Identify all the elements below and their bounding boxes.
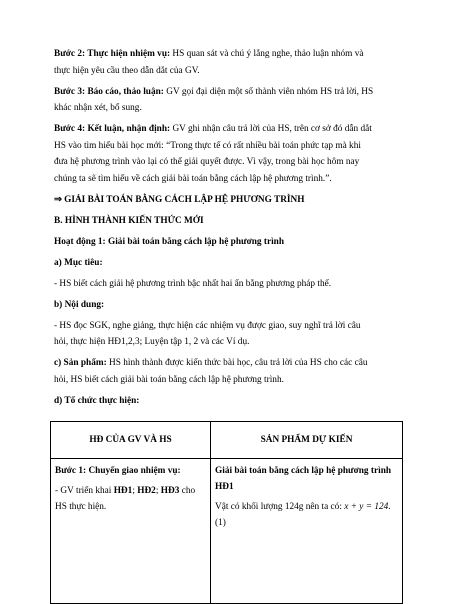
document-body [54,46,402,409]
step2-text: HS quan sát và chú ý lắng nghe, thảo luận nhóm và [170,49,364,59]
step1-text [55,483,206,515]
content-label-text: b) Nội dung: [54,299,105,310]
step1-label-text: Bước 1: Chuyển giao nhiệm vụ: [55,466,181,476]
hd1-ref: HĐ1 [113,486,133,496]
section-b-text: B. HÌNH THÀNH KIẾN THỨC MỚI [54,215,204,226]
step3-text: GV gọi đại diện một số thành viên nhóm HS trả lời, HS [163,86,374,97]
section-b-heading [54,213,402,230]
step2-label: Bước 2: Thực hiện nhiệm vụ: [54,49,171,59]
content-text [54,318,402,351]
arrow-heading-text: ⇒ GIẢI BÀI TOÁN BẰNG CÁCH LẬP HỆ PHƯƠNG TRÌNH [54,194,305,205]
content-text-2: hỏi, thực hiện HĐ1,2,3; Luyện tập 1, 2 và các Ví dụ. [54,337,250,347]
step3-label: Bước 3: Báo cáo, thảo luận: [54,86,164,97]
step4-text: GV ghi nhận câu trả lời của HS, trên cơ sở đó dẫn dắt [170,124,372,134]
organization-label [54,393,402,410]
step4-label: Bước 4: Kết luận, nhận định: [54,124,171,134]
paragraph-step3 [54,84,402,117]
step4-text-3: đưa hệ phương trình vào lại có thể giải quyết được. Vì vậy, trong bài học hôm nay [54,157,360,167]
header-expected-product: SẢN PHẨM DỰ KIẾN [211,422,403,459]
sep1: ; [132,486,138,496]
step4-text-2: HS vào tìm hiểu bài học mới: “Trong thực tế có rất nhiều bài toán phức tạp mà khi [54,140,361,151]
step1-text-2: HS thực hiện. [55,502,107,512]
activity1-text: Hoạt động 1: Giải bài toán bằng cách lập hệ phương trình [54,236,285,247]
hd3-ref: HĐ3 [160,486,180,496]
equation: x + y = 124 [344,502,389,512]
step1-text-post: cho [179,486,196,496]
activity1-heading [54,234,402,251]
activity-table [50,421,403,604]
product-label: c) Sản phẩm: [54,358,107,368]
paragraph-step2 [54,46,402,79]
table-header-row [51,422,403,459]
organization-label-text: d) Tổ chức thực hiện: [54,395,140,406]
product-text-1: HS hình thành được kiến thức bài học, câu trả lời của HS cho các câu [106,358,368,368]
product-paragraph [54,355,402,388]
step1-label [55,463,206,479]
product-equation-line [215,499,398,531]
equation-label: .(1) [215,502,391,528]
header-teacher-student: HĐ CỦA GV VÀ HS [51,422,211,459]
content-label [54,297,402,314]
hd2-ref: HĐ2 [137,486,156,496]
paragraph-step4 [54,121,402,187]
hd1-title: HĐ1 [215,482,234,492]
sep2: ; [155,486,161,496]
step3-text-cont: khác nhận xét, bổ sung. [54,103,142,113]
arrow-heading [54,192,402,209]
objective-label [54,255,402,272]
product-title-text: Giải bài toán bằng cách lập hệ phương trình [215,466,392,476]
objective-text: - HS biết cách giải hệ phương trình bậc nhất hai ẩn bằng phương pháp thế. [54,278,332,289]
step2-text-cont: thực hiện yêu cầu theo dẫn dắt của GV. [54,65,200,76]
product-text-2: hỏi, HS biết cách giải bài toán bằng cách lập hệ phương trình. [54,374,284,385]
equation-intro: Vật có khối lượng 124g nên ta có: [215,502,345,512]
step1-text-pre: - GV triển khai [55,486,114,496]
step4-text-4: chúng ta sẽ tìm hiểu về cách giải bài toán bằng cách lập hệ phương trình.”. [54,173,332,184]
product-title [215,463,398,495]
content-text-1: - HS đọc SGK, nghe giảng, thực hiện các nhiệm vụ được giao, suy nghĩ trả lời câu [54,320,361,331]
objective-label-text: a) Mục tiêu: [54,257,103,268]
